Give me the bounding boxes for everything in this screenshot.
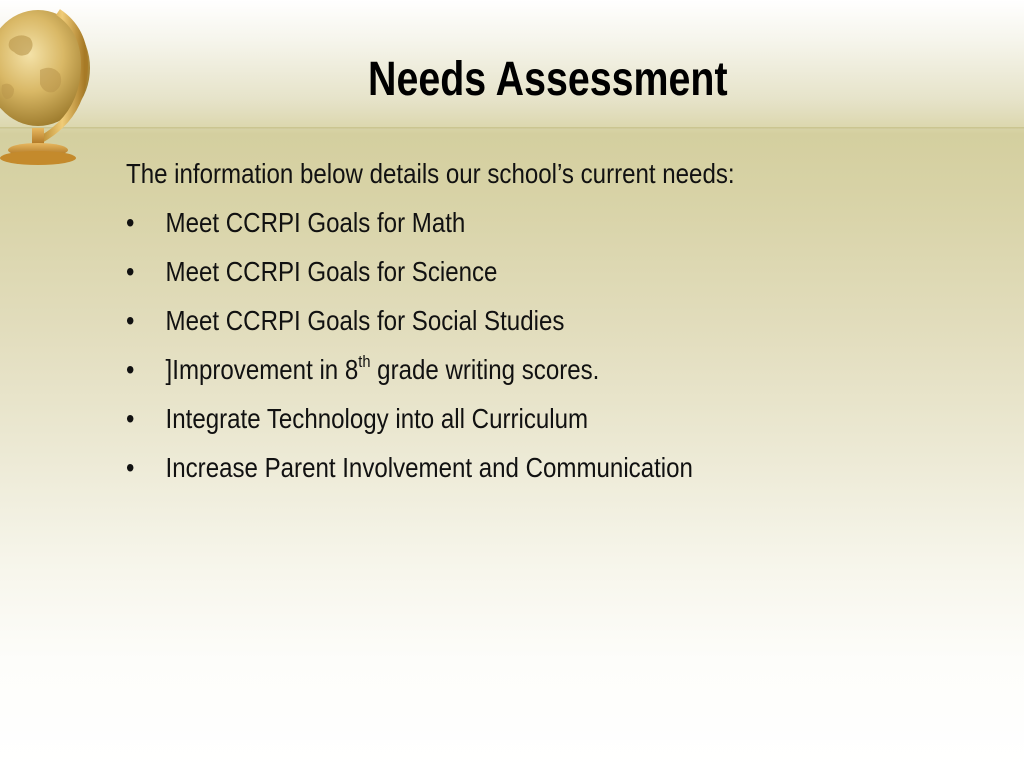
- bullet: •: [126, 256, 135, 287]
- globe-icon: [0, 0, 110, 175]
- intro-text: The information below details our school’s current needs:: [126, 158, 735, 189]
- list-item-text: Meet CCRPI Goals for Social Studies: [165, 305, 565, 336]
- list-item: [126, 299, 866, 348]
- list-item-text: Increase Parent Involvement and Communication: [165, 452, 693, 483]
- list-item: [126, 397, 866, 446]
- bullet: •: [126, 452, 135, 483]
- list-item-text: Integrate Technology into all Curriculum: [165, 403, 589, 434]
- slide-body: [126, 152, 986, 495]
- bullet: •: [126, 354, 135, 385]
- bullet: •: [126, 207, 135, 238]
- bullet: •: [126, 403, 135, 434]
- list-item: [126, 348, 866, 397]
- list-item: [126, 250, 866, 299]
- list-item: [126, 201, 866, 250]
- list-item-text: Meet CCRPI Goals for Science: [165, 256, 498, 287]
- list-item-text: Meet CCRPI Goals for Math: [165, 207, 466, 238]
- title-band-divider: [0, 127, 1024, 130]
- list-item-text-start: ]Improvement in 8: [165, 354, 359, 385]
- bullet: •: [126, 305, 135, 336]
- list-item: [126, 446, 866, 495]
- superscript: th: [358, 352, 371, 371]
- slide-title: Needs Assessment: [368, 53, 728, 106]
- list-item-text-end: grade writing scores.: [370, 354, 600, 385]
